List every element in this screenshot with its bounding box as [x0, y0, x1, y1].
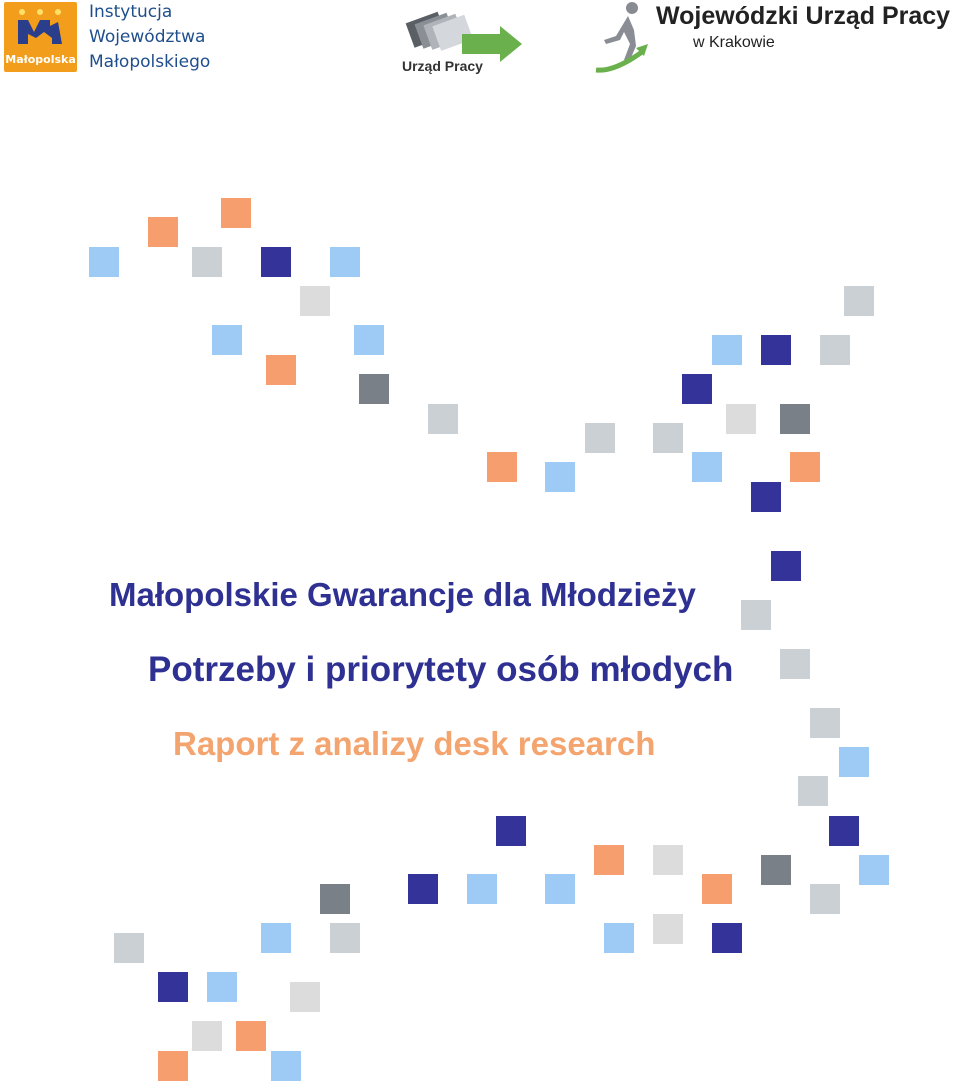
deco-square — [712, 923, 742, 953]
deco-square — [221, 198, 251, 228]
deco-square — [859, 855, 889, 885]
deco-square — [330, 923, 360, 953]
institution-name — [89, 0, 210, 75]
deco-square — [158, 972, 188, 1002]
institution-line-2: Województwa — [89, 27, 206, 47]
deco-square — [780, 404, 810, 434]
deco-square — [810, 884, 840, 914]
malopolska-crown-icon — [14, 8, 66, 48]
report-label: Raport z analizy desk research — [173, 725, 656, 762]
deco-square — [148, 217, 178, 247]
wup-figure-icon — [594, 0, 654, 78]
deco-square — [798, 776, 828, 806]
deco-square — [820, 335, 850, 365]
deco-square — [467, 874, 497, 904]
deco-square — [320, 884, 350, 914]
deco-square — [751, 482, 781, 512]
deco-square — [545, 874, 575, 904]
deco-square — [300, 286, 330, 316]
deco-square — [290, 982, 320, 1012]
deco-square — [354, 325, 384, 355]
deco-square — [487, 452, 517, 482]
deco-square — [192, 1021, 222, 1051]
deco-square — [89, 247, 119, 277]
deco-square — [761, 855, 791, 885]
deco-square — [761, 335, 791, 365]
deco-square — [266, 355, 296, 385]
deco-square — [207, 972, 237, 1002]
document-subtitle: Potrzeby i priorytety osób młodych — [148, 650, 734, 689]
deco-square — [212, 325, 242, 355]
wup-title: Wojewódzki Urząd Pracy — [656, 2, 951, 30]
deco-square — [545, 462, 575, 492]
deco-square — [261, 923, 291, 953]
deco-square — [839, 747, 869, 777]
deco-square — [692, 452, 722, 482]
deco-square — [496, 816, 526, 846]
deco-square — [158, 1051, 188, 1081]
malopolska-logo — [4, 2, 77, 72]
deco-square — [726, 404, 756, 434]
deco-square — [653, 914, 683, 944]
deco-square — [653, 845, 683, 875]
deco-square — [594, 845, 624, 875]
deco-square — [114, 933, 144, 963]
deco-square — [428, 404, 458, 434]
deco-square — [261, 247, 291, 277]
deco-square — [271, 1051, 301, 1081]
deco-square — [330, 247, 360, 277]
deco-square — [653, 423, 683, 453]
document-title: Małopolskie Gwarancje dla Młodzieży — [109, 576, 696, 613]
deco-square — [829, 816, 859, 846]
deco-square — [682, 374, 712, 404]
malopolska-badge-text: Małopolska — [5, 53, 76, 66]
deco-square — [236, 1021, 266, 1051]
deco-square — [702, 874, 732, 904]
deco-square — [780, 649, 810, 679]
deco-square — [771, 551, 801, 581]
deco-square — [585, 423, 615, 453]
deco-square — [359, 374, 389, 404]
institution-line-3: Małopolskiego — [89, 52, 211, 72]
urzad-pracy-label: Urząd Pracy — [402, 58, 483, 74]
deco-square — [712, 335, 742, 365]
deco-square — [810, 708, 840, 738]
deco-square — [741, 600, 771, 630]
deco-square — [192, 247, 222, 277]
deco-square — [408, 874, 438, 904]
deco-square — [790, 452, 820, 482]
institution-line-1: Instytucja — [89, 2, 173, 22]
deco-square — [844, 286, 874, 316]
wup-subtitle: w Krakowie — [693, 34, 775, 51]
deco-square — [604, 923, 634, 953]
